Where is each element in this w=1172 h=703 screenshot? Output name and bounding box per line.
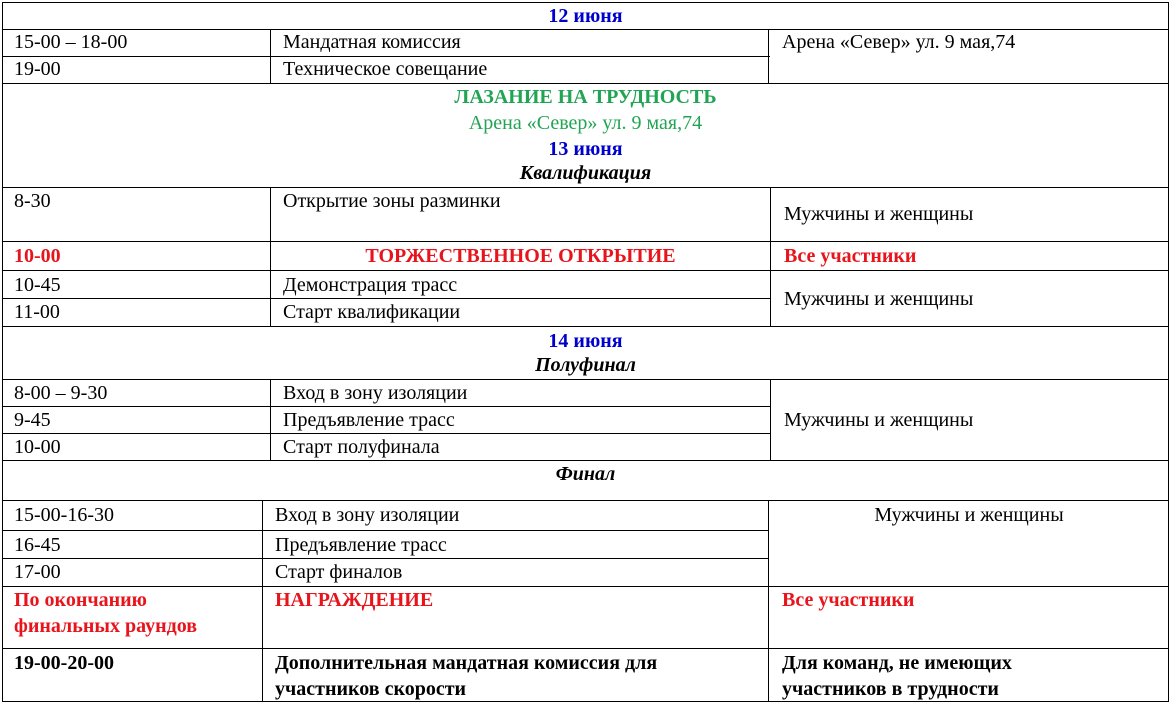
participants-cell: Мужчины и женщины — [784, 409, 974, 431]
venue-cell: Арена «Север» ул. 9 мая,74 — [782, 31, 1016, 53]
time-cell: 17-00 — [14, 561, 61, 583]
time-cell-awards: финальных раундов — [14, 615, 198, 637]
event-cell: Демонстрация трасс — [283, 274, 458, 296]
time-cell: 19-00 — [14, 58, 61, 80]
time-cell-opening: 10-00 — [14, 245, 61, 267]
event-cell-extra: участников скорости — [275, 678, 467, 700]
event-cell: Вход в зону изоляции — [283, 382, 468, 404]
time-cell: 10-00 — [14, 436, 61, 458]
date-heading-13-june: 13 июня — [548, 138, 623, 160]
participants-cell: Мужчины и женщины — [874, 504, 1064, 526]
row-line — [2, 433, 770, 434]
row-line — [2, 379, 1169, 380]
event-cell: Техническое совещание — [283, 58, 488, 80]
time-cell: 15-00 – 18-00 — [14, 31, 128, 53]
section-title-lead: ЛАЗАНИЕ НА ТРУДНОСТЬ — [454, 86, 717, 108]
date-heading-14-june: 14 июня — [548, 330, 623, 352]
time-cell: 16-45 — [14, 534, 61, 556]
row-line — [2, 460, 1169, 461]
row-line — [2, 558, 768, 559]
row-line — [2, 648, 1169, 649]
row-line — [2, 586, 1169, 587]
row-line — [2, 2, 1169, 3]
row-line — [2, 29, 1169, 30]
event-cell-awards: НАГРАЖДЕНИЕ — [275, 589, 434, 611]
event-cell: Старт финалов — [275, 561, 403, 583]
participants-cell-all: Все участники — [782, 589, 915, 611]
col-line — [768, 29, 769, 84]
event-cell-extra: Дополнительная мандатная комиссия для — [275, 652, 658, 674]
row-line — [2, 56, 770, 57]
time-cell: 8-00 – 9-30 — [14, 382, 108, 404]
time-cell: 11-00 — [14, 301, 60, 323]
event-cell: Мандатная комиссия — [283, 31, 461, 53]
event-cell: Вход в зону изоляции — [275, 504, 460, 526]
participants-cell-extra: Для команд, не имеющих — [782, 652, 1012, 674]
time-cell: 9-45 — [14, 409, 51, 431]
event-cell: Старт полуфинала — [283, 436, 440, 458]
stage-heading-qualification: Квалификация — [519, 162, 652, 184]
row-line — [2, 530, 768, 531]
date-heading-12-june: 12 июня — [548, 5, 623, 27]
event-cell-opening-ceremony: ТОРЖЕСТВЕННОЕ ОТКРЫТИЕ — [365, 245, 676, 267]
time-cell: 10-45 — [14, 274, 61, 296]
row-line — [2, 701, 1169, 702]
event-cell: Предъявление трасс — [283, 409, 455, 431]
participants-cell-extra: участников в трудности — [782, 678, 999, 700]
col-line — [270, 379, 271, 461]
event-cell: Старт квалификации — [283, 301, 461, 323]
row-line — [2, 406, 770, 407]
row-line — [2, 270, 1169, 271]
time-cell: 8-30 — [14, 190, 51, 212]
time-cell-extra: 19-00-20-00 — [14, 652, 114, 674]
col-line — [270, 29, 271, 84]
time-cell-awards: По окончанию — [14, 589, 147, 611]
participants-cell: Мужчины и женщины — [784, 288, 974, 310]
col-line — [262, 500, 263, 702]
col-line — [768, 500, 769, 702]
row-line — [2, 241, 1169, 242]
col-line — [770, 187, 771, 327]
stage-heading-semifinal: Полуфинал — [535, 354, 636, 376]
event-cell: Открытие зоны разминки — [283, 190, 501, 212]
participants-cell-all: Все участники — [784, 245, 917, 267]
col-line — [770, 379, 771, 461]
stage-heading-final: Финал — [555, 463, 616, 485]
row-line — [2, 187, 1169, 188]
section-venue: Арена «Север» ул. 9 мая,74 — [468, 112, 703, 134]
row-line — [2, 326, 1169, 327]
event-cell: Предъявление трасс — [275, 534, 447, 556]
row-line — [2, 500, 1169, 501]
row-line — [2, 83, 1169, 84]
time-cell: 15-00-16-30 — [14, 504, 114, 526]
row-line — [2, 298, 770, 299]
participants-cell: Мужчины и женщины — [784, 203, 974, 225]
